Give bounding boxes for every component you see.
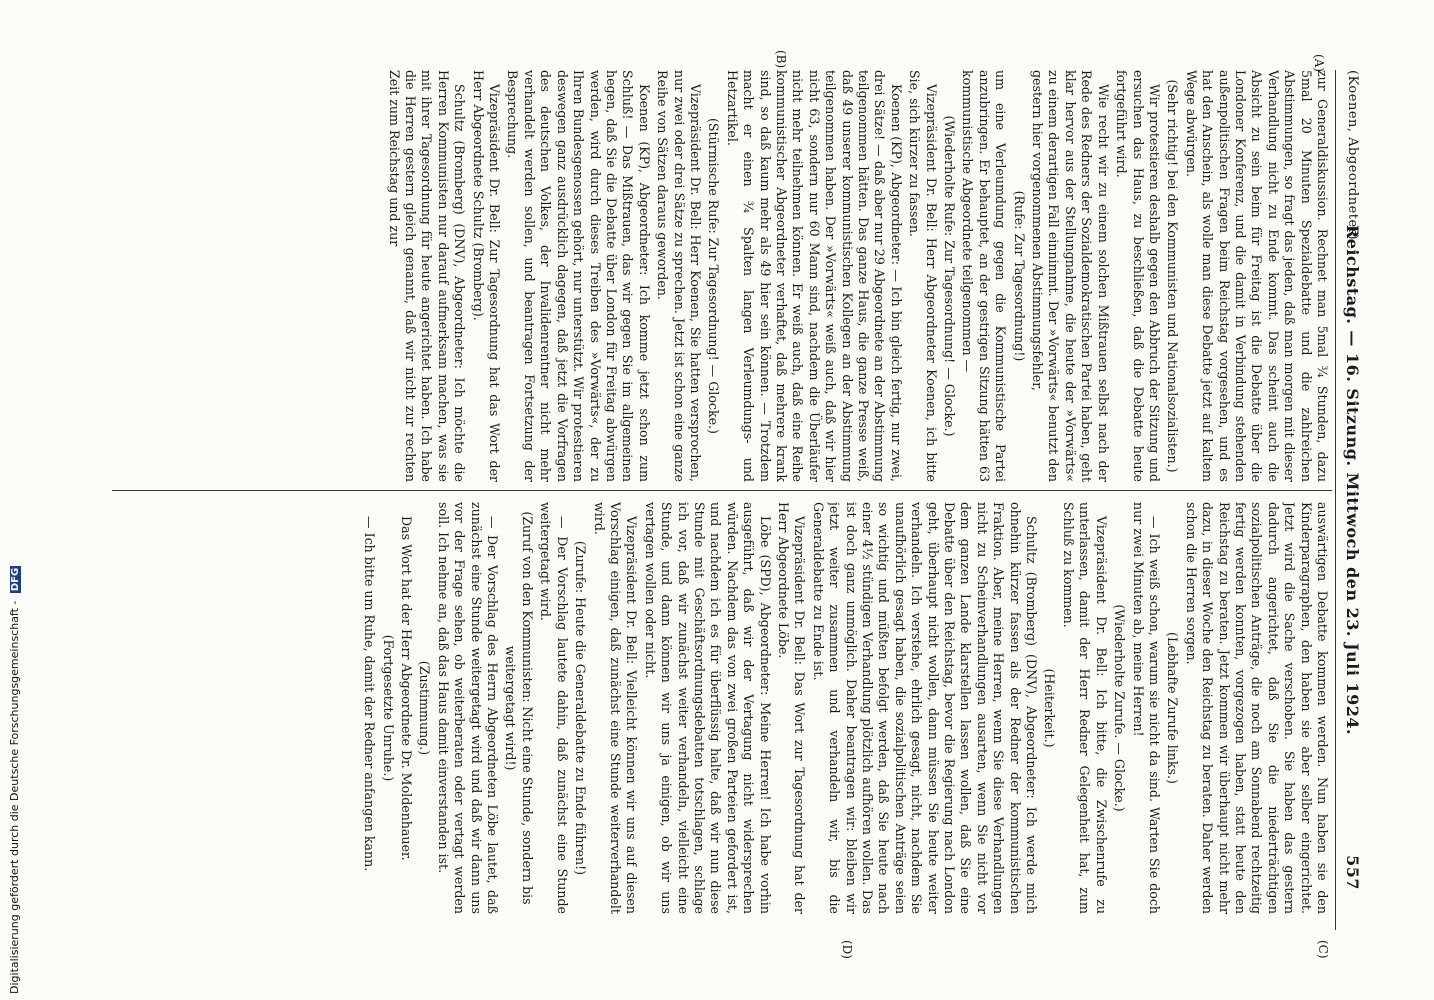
interjection: (Heiterkeit.) <box>1042 668 1058 748</box>
speaker-paragraph: Koenen (KP), Abgeordneter: — Ich bin gleich fertig, nur zwei, drei Sätze! — daß aber nur 29 Abgeordnete an der Abstimmung teilgenommen hätten. Das ganze Haus, die ganze Presse weiß, daß 49 unserer kommunistischen Kollegen an der Abstimmung teilgenommen haben. Der »Vorwärts« weiß auch, daß wir hier nicht 63, sondern nur 60 Mann sind, nachdem die Überläufer nicht mehr teilnehmen können. Er weiß auch, daß eine Reihe kommunistischer Abgeordneter verhaftet, daß mehrere krank sind, so daß kaum mehr als 49 hier sein können. — Trotzdem macht er einen ¾ Spalten langen Verleumdungs- und Hetzartikel. <box>724 70 904 482</box>
paragraph: zur Generaldiskussion. Rechnet man 5mal ¾ Stunden, dazu 5mal 20 Minuten Spezialdebatte und die zahlreichen Abstimmungen, so fragt das jeden, daß man morgen mit dieser Verhandlung nicht zu Ende kommt. Das scheint auch die Absicht zu sein beim für Freitag ist die Debatte über die Londoner Konferenz, und die damit in Verbindung stehenden außenpolitischen Fragen beim Reichstag vorgesehen, und es hat den Anschein, als wolle man diese Debatte jetzt auf kaltem Wege abwürgen. <box>1183 70 1330 482</box>
speaker-paragraph: Vizepräsident Dr. Bell: Zur Tagesordnung hat das Wort der Herr Abgeordnete Schultz (Bromberg). <box>470 70 503 482</box>
paragraph: Das Wort hat der Herr Abgeordnete Dr. Moldenhauer. <box>399 516 415 861</box>
speaker-paragraph: Koenen (KP), Abgeordneter: Ich komme jetzt schon zum Schluß! — Das Mißtrauen, das wir gegen Sie im allgemeinen hegen, daß Sie die Debatte über London für Freitag abwürgen werden, wird durch dieses Treiben des »Vorwärts«, der zu Ihren Bundesgenossen gehört, nur unterstützt. Wir protestieren deswegen ganz ausdrücklich dagegen, daß jetzt die Vorfragen des deutschen Volkes, der Invalidenrentner nicht mehr verhandelt werden sollen, und beantragen Fortsetzung der Besprechung. <box>505 70 652 482</box>
left-column <box>90 70 1330 482</box>
interjection: (Sehr richtig! bei den Kommunisten und Nationalsozialisten.) <box>1165 79 1181 473</box>
paragraph: Wie recht wir zu einem solchen Mißtrauen selbst nach der Rede des Redners der Sozialdemokratischen Partei haben, geht klar hervor aus der Stellungnahme, die heute der »Vorwärts« zu einem derartigen Fall einnimmt. Der »Vorwärts« benutzt den gestern hier vorgenommenen Abstimmungsfehler, <box>1030 70 1111 482</box>
column-divider <box>112 490 1332 491</box>
paragraph: — Ich weiß schon, warum sie nicht da sind. Warten Sie doch nur zwei Minuten ab, meine Herren! <box>1130 502 1162 914</box>
running-head-title: Reichstag. — 16. Sitzung. Mittwoch den 23. Juli 1924. <box>1343 224 1362 736</box>
page-number: 557 <box>1343 855 1362 890</box>
speaker-paragraph: Schultz (Bromberg) (DNV), Abgeordneter: Ich werde mich ohnehin kürzer fassen als der Redner der kommunistischen Fraktion. Aber, meine Herren, wenn Sie diese Verhandlungen nicht zu Scheinverhandlungen ausarten, wenn Sie nicht vor dem ganzen Lande klarstellen lassen wollen, daß Sie eine Debatte über den Reichstag, bevor die Regierung nach London geht, überhaupt nicht wollen, dann müssen Sie heute weiter verhandeln. Ich verstehe, ehrlich gesagt, nicht, nachdem Sie unaufhörlich gesagt haben, die sozialpolitischen Anträge seien so wichtig und müßten befolgt werden, daß Sie heute nach einer 4½ stündigen Verhandlung plötzlich aufhören wollen. Das ist doch ganz unmöglich. Daher beantragen wir: bleiben wir jetzt weiter zusammen und verhandeln wir, bis die Generaldebatte zu Ende ist. <box>810 502 1040 914</box>
right-column <box>90 502 1330 914</box>
dfg-logo: DFG <box>10 567 21 592</box>
interjection: (Wiederholte Rufe: Zur Tagesordnung! — Glocke.) <box>942 115 958 437</box>
paragraph: auswärtigen Debatte kommen werden. Nun haben sie den Kinderparagraphen, den haben sie aber selber eingerichtet. Jetzt wird die Sache verschoben. Sie haben das gestern dadurch angerichtet, daß Sie die niederträchtigen sozialpolitischen Anträge, die noch am Sonnabend rechtzeitig fertig werden konnten, vorgezogen haben, statt heute den Reichstag zu beraten. Jetzt kommen wir überhaupt nicht mehr dazu, in dieser Woche den Reichstag zu beraten. Daher werden schon die Herren sorgen. <box>1183 502 1330 914</box>
interjection: (Rufe: Zur Tagesordnung!) <box>1011 190 1027 362</box>
interjection: (Lebhafte Zurufe links.) <box>1165 632 1181 784</box>
digitization-credit <box>8 567 24 994</box>
interjection: (Zustimmung.) <box>417 660 433 756</box>
credit-text: Digitalisierung gefördert durch die Deutsche Forschungsgemeinschaft - <box>8 600 21 994</box>
interjection: (Stürmische Rufe: Zur Tagesordnung! — Glocke.) <box>706 118 722 434</box>
paragraph: — Der Vorschlag lautete dahin, daß zunächst eine Stunde weitergetagt wird. <box>538 502 570 914</box>
margin-marker-c: (C) <box>1316 940 1330 959</box>
speaker-paragraph: Vizepräsident Dr. Bell: Vielleicht können wir uns auf diesen Vorschlag einigen, daß zunächst eine Stunde weiterverhandelt wird. <box>591 502 640 914</box>
paragraph: um eine Verleumdung gegen die Kommunistische Partei anzubringen. Er behauptet, an der gestrigen Sitzung hätten 63 kommunistische Abgeordnete teilgenommen — <box>960 70 1009 482</box>
interjection: (Fortgesetzte Unruhe.) <box>380 634 396 782</box>
speaker-paragraph: Schultz (Bromberg) (DNV), Abgeordneter: Ich möchte die Herren Kommunisten nur darauf aufmerksam machen, was sie mit ihrer Tagesordnung für heute angerichtet haben. Ich habe die Herren gestern gleich genannt, daß wir nicht zur rechten Zeit zum Reichstag und zur <box>386 70 468 482</box>
speaker-paragraph: Vizepräsident Dr. Bell: Das Wort zur Tagesordnung hat der Herr Abgeordnete Löbe. <box>776 502 808 914</box>
interjection: (Wiederholte Zurufe. — Glocke.) <box>1112 604 1128 812</box>
margin-marker-d: (D) <box>840 940 854 959</box>
speaker-paragraph: Vizepräsident Dr. Bell: Herr Koenen, Sie hatten versprochen, nur zwei oder drei Sätze zu sprechen. Jetzt ist schon eine ganze Reihe von Sätzen daraus geworden. <box>655 70 703 482</box>
paragraph: — Ich bitte um Ruhe, damit der Redner anfangen kann. <box>362 516 378 872</box>
paragraph: — Der Vorschlag des Herrn Abgeordneten Löbe lautet, daß zunächst eine Stunde weitergetagt wird und daß wir dann uns vor der Frage sehen, ob weiterberaten oder vertagt werden soll. Ich nehme an, daß das Haus damit einverstanden ist. <box>435 502 501 914</box>
speaker-paragraph: Vizepräsident Dr. Bell: Ich bitte, die Zwischenrufe zu unterlassen, damit der Herr Redner Gelegenheit hat, zum Schluß zu kommen. <box>1060 502 1109 914</box>
interjection: (Zuruf von den Kommunisten: Nicht eine Stunde, sondern bis weitergetagt wird!) <box>503 511 535 905</box>
margin-marker-a: (A) <box>1312 54 1326 73</box>
speaker-paragraph: Vizepräsident Dr. Bell: Herr Abgeordneter Koenen, ich bitte Sie, sich kürzer zu fassen. <box>907 70 939 482</box>
page-header <box>1336 70 1366 890</box>
speaker-paragraph: Löbe (SPD), Abgeordneter: Meine Herren! Ich habe vorhin ausgeführt, daß wir der Vertagung nicht widersprechen würden. Nachdem das von zwei großen Parteien gefordert ist, und nachdem ich es für überflüssig halte, daß wir nun diese Stunde mit Geschäftsordnungsdebatten totschlagen, schlage ich vor, daß wir zunächst weiter verhandeln, vielleicht eine Stunde, und dann können wir uns ja einigen, ob wir uns vertagen wollen oder nicht. <box>642 502 773 914</box>
margin-marker-b: (B) <box>774 50 788 69</box>
paragraph: Wir protestieren deshalb gegen den Abbruch der Sitzung und ersuchen das Haus, zu beschließen, daß die Debatte heute fortgeführt wird. <box>1114 70 1162 482</box>
running-head-speaker: (Koenen, Abgeordneter) <box>1345 70 1360 241</box>
interjection: (Zurufe: Heute die Generaldebatte zu Ende führen!) <box>573 540 589 876</box>
header-rule <box>1335 70 1336 930</box>
